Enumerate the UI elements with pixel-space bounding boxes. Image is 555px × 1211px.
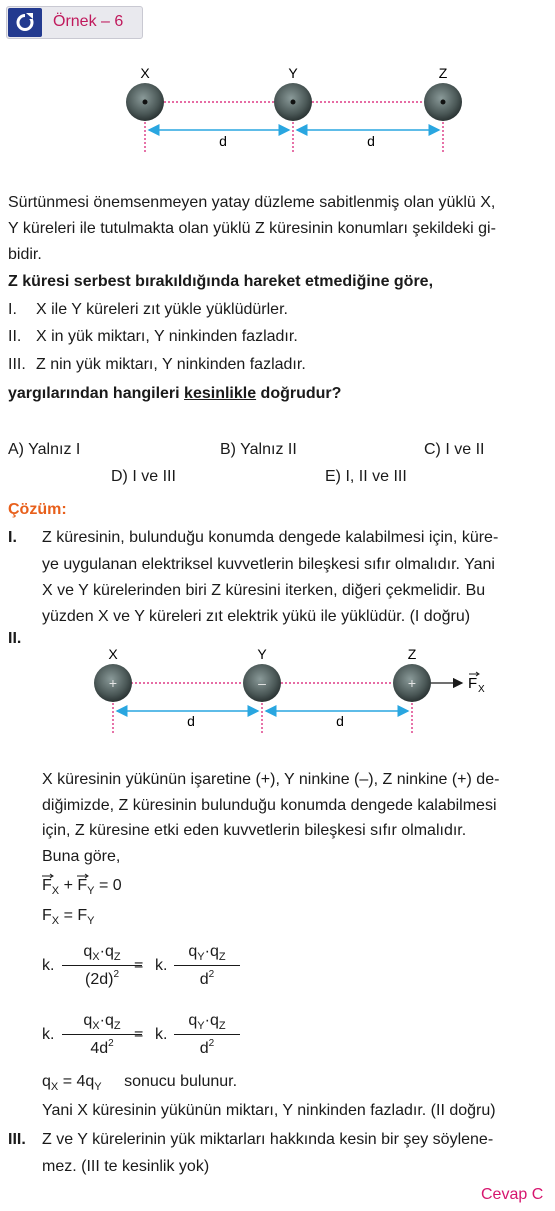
solution-text: X küresinin yükünün işaretine (+), Y ninkine (–), Z ninkine (+) de- (42, 771, 500, 788)
label-z: Z (438, 65, 448, 81)
refresh-icon (8, 8, 42, 37)
question-intro-line: Sürtünmesi önemsenmeyen yatay düzleme sabitlenmiş olan yüklü X, (8, 194, 496, 211)
question-intro-line: Y küreleri ile tutulmakta olan yüklü Z küresinin konumları şekildeki gi- (8, 220, 496, 237)
ask-post: doğrudur? (256, 385, 342, 402)
statement-number: II. (8, 328, 22, 345)
statement-number: I. (8, 301, 17, 318)
solution-text: diğimizde, Z küresinin bulunduğu konumda dengede kalabilmesi (42, 797, 497, 814)
question-ask (8, 384, 341, 404)
distance-label: d (367, 133, 375, 149)
force-label-sub: X (478, 684, 485, 695)
solution-text: Z küresinin, bulunduğu konumda dengede kalabilmesi için, küre- (42, 529, 499, 546)
solution-title: Çözüm: (8, 501, 67, 518)
choice-b[interactable]: B) Yalnız II (220, 441, 297, 458)
equation-force-equal: $F_X = F_Y$ (42, 907, 95, 927)
equation-coulomb-1: k. $q_X\cdot q_Z$ $(2d)^2$ = k. $q_Y\cdot q_Z$ $d^2$ (42, 942, 302, 992)
solution-text: mez. (III te kesinlik yok) (42, 1158, 210, 1175)
statement-1: X ile Y küreleri zıt yükle yüklüdürler. (36, 301, 288, 318)
charge-sign-x: + (108, 675, 118, 691)
ask-key: kesinlikle (184, 385, 257, 402)
statement-number: III. (8, 356, 26, 373)
label-x: X (140, 65, 150, 81)
solution-text: yüzden X ve Y küreleri zıt elektrik yükü ile yüklüdür. (I doğru) (42, 608, 471, 625)
label-y: Y (257, 646, 267, 662)
choice-c[interactable]: C) I ve II (424, 441, 485, 458)
distance-label: d (336, 713, 344, 729)
force-label: F (468, 675, 478, 692)
charge-sign-z: + (407, 675, 417, 691)
label-z: Z (407, 646, 417, 662)
solution-text: için, Z küresine etki eden kuvvetlerin bileşkesi sıfır olmalıdır. (42, 822, 467, 839)
statement-3: Z nin yük miktarı, Y ninkinden fazladır. (36, 356, 306, 373)
ask-pre: yargılarından hangileri (8, 385, 185, 402)
example-label: Örnek – 6 (53, 13, 124, 30)
question-intro-line: bidir. (8, 246, 42, 263)
figure-spheres-2 (0, 640, 555, 740)
equation-coulomb-2: k. $q_X\cdot q_Z$ $4d^2$ = k. $q_Y\cdot q_Z$ $d^2$ (42, 1011, 302, 1061)
choice-d[interactable]: D) I ve III (111, 468, 176, 485)
choice-a[interactable]: A) Yalnız I (8, 441, 81, 458)
solution-text: Z ve Y kürelerinin yük miktarları hakkında kesin bir şey söylene- (42, 1131, 494, 1148)
vector-arrow-icon (42, 873, 54, 879)
choice-e[interactable]: E) I, II ve III (325, 468, 407, 485)
solution-text: X ve Y kürelerinden biri Z küresini iterken, diğeri çekmelidir. Bu (42, 582, 486, 599)
equation-force-sum: $F_X$ + $F_Y = 0$ (42, 876, 122, 897)
solution-part-number: II. (8, 630, 22, 647)
label-x: X (108, 646, 118, 662)
question-stem: Z küresi serbest bırakıldığında hareket etmediğine göre, (8, 273, 434, 290)
distance-label: d (219, 133, 227, 149)
label-y: Y (288, 65, 298, 81)
vector-arrow-icon (77, 873, 89, 879)
solution-text: ye uygulanan elektriksel kuvvetlerin bileşkesi sıfır olmalıdır. Yani (42, 556, 495, 573)
solution-part-number: I. (8, 529, 17, 546)
equation-result: $q_X = 4q_Y$ sonucu bulunur. (42, 1073, 238, 1093)
solution-conclusion: Yani X küresinin yükünün miktarı, Y ninkinden fazladır. (II doğru) (42, 1102, 496, 1119)
solution-text: Buna göre, (42, 848, 121, 865)
figure-spheres-1 (0, 60, 555, 160)
answer-label: Cevap C (481, 1186, 544, 1203)
charge-sign-y: – (258, 675, 266, 691)
example-tag (6, 6, 143, 39)
solution-part-number: III. (8, 1131, 26, 1148)
distance-label: d (187, 713, 195, 729)
statement-2: X in yük miktarı, Y ninkinden fazladır. (36, 328, 298, 345)
